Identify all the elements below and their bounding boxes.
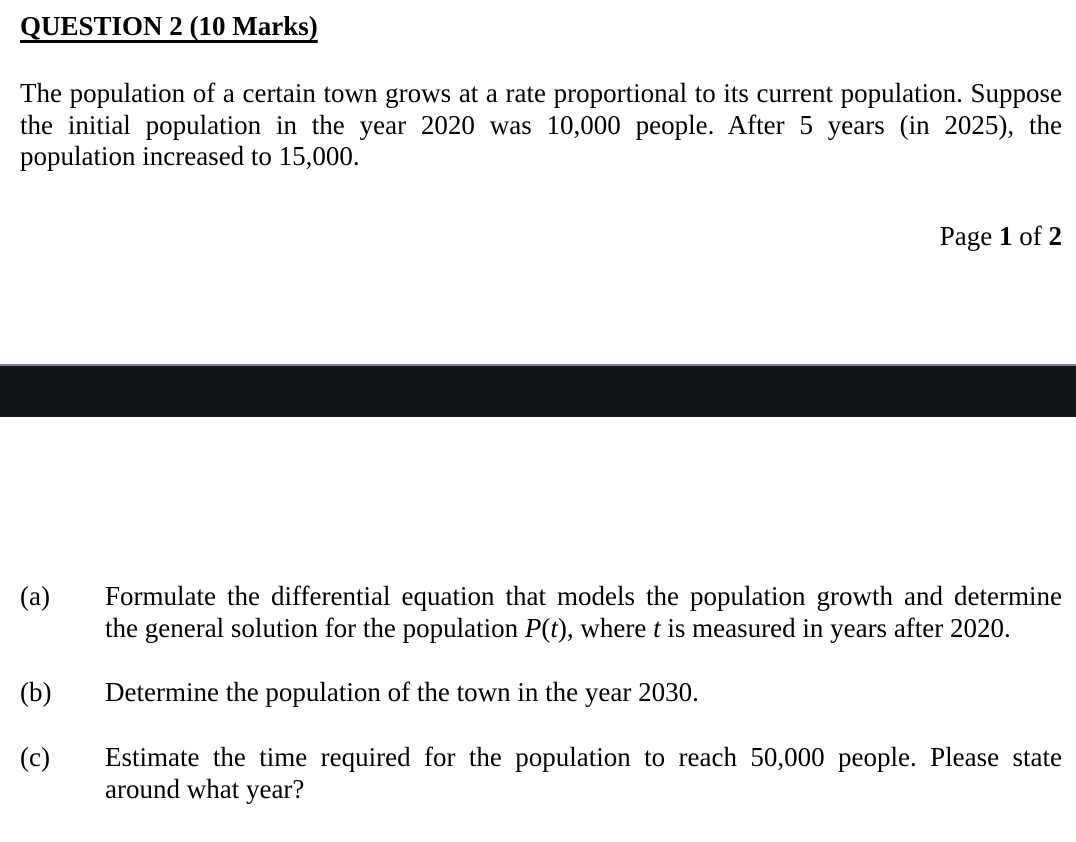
page-indicator-separator: of [1012,221,1049,251]
math-variable-t-2: t [653,612,661,643]
page-indicator-prefix: Page [939,221,999,251]
math-open-paren: ( [541,612,551,643]
intro-paragraph-line-3: population increased to 15,000. [20,141,360,172]
question-part-a-line-2-text: the general solution for the population [105,612,525,643]
question-part-a-line-2 [105,613,1062,645]
page-indicator [940,221,1062,253]
question-part-c-line-2: around what year? [105,773,305,804]
question-part-a [20,581,1062,644]
question-part-b [20,677,1062,709]
intro-paragraph-line-2: the initial population in the year 2020 was 10,000 people. After 5 years (in 2025), the [20,109,1062,140]
page-indicator-current-page: 1 [999,221,1013,251]
question-part-a-line-2-end-text: is measured in years after 2020. [660,612,1011,643]
question-part-c-text [105,742,1062,805]
page-break-divider-bar [0,364,1076,417]
intro-paragraph-line-1: The population of a certain town grows at a rate proportional to its current population. Suppose [20,78,1062,108]
question-part-a-line-2-mid-text: ), where [557,612,654,643]
question-part-b-line-1: Determine the population of the town in the year 2030. [105,677,699,708]
question-part-a-text [105,581,1062,644]
question-heading [20,11,318,43]
question-heading-text: QUESTION 2 (10 Marks) [20,11,318,41]
page-indicator-total-pages: 2 [1048,221,1062,251]
question-part-c-label: (c) [20,742,50,773]
question-part-a-label: (a) [20,581,50,611]
question-parts-list [20,581,1062,806]
math-variable-t: t [550,612,558,643]
math-variable-P: P [524,612,542,643]
question-part-a-line-1: Formulate the differential equation that models the population growth and determine [105,581,1062,611]
question-part-c [20,742,1062,805]
question-part-b-text [105,677,1062,709]
question-part-c-line-1: Estimate the time required for the population to reach 50,000 people. Please state [105,742,1062,773]
question-part-b-label: (b) [20,677,52,708]
intro-paragraph [20,78,1062,173]
